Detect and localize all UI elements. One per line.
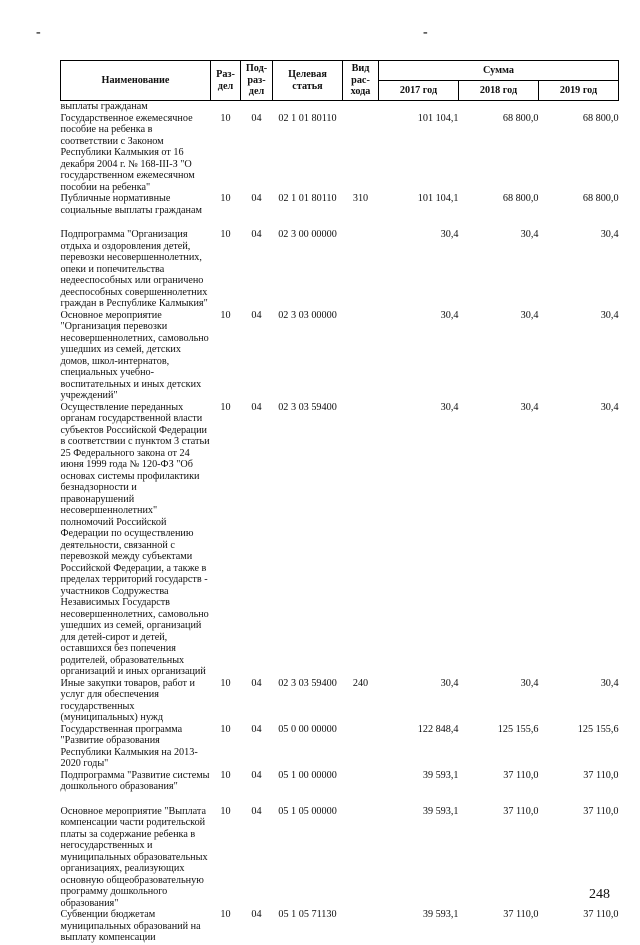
row-subsection xyxy=(241,101,273,113)
row-name: Основное мероприятие "Организация перевозки несовершеннолетних, самовольно ушедших из семей, детских домов, школ-интернатов, специальных учебно-воспитательных и иных детских учреждений" xyxy=(61,310,211,402)
row-expense-type xyxy=(343,229,379,310)
row-sum-2017: 122 848,4 xyxy=(379,724,459,770)
table-row xyxy=(61,678,619,724)
header-target: Целевая статья xyxy=(273,61,343,101)
row-target: 05 1 05 00000 xyxy=(273,806,343,910)
row-section: 10 xyxy=(211,193,241,229)
row-sum-2019: 30,4 xyxy=(539,678,619,724)
row-subsection: 04 xyxy=(241,113,273,194)
row-sum-2018 xyxy=(459,101,539,113)
row-sum-2017: 39 593,1 xyxy=(379,909,459,945)
row-subsection: 04 xyxy=(241,229,273,310)
row-target: 02 1 01 80110 xyxy=(273,113,343,194)
row-sum-2018: 68 800,0 xyxy=(459,193,539,229)
row-section: 10 xyxy=(211,909,241,945)
table-row xyxy=(61,113,619,194)
row-subsection: 04 xyxy=(241,193,273,229)
row-sum-2018: 37 110,0 xyxy=(459,770,539,806)
row-section: 10 xyxy=(211,310,241,402)
row-section xyxy=(211,101,241,113)
row-sum-2017: 30,4 xyxy=(379,402,459,678)
row-name: Субвенции бюджетам муниципальных образований на выплату компенсации xyxy=(61,909,211,945)
row-sum-2018: 30,4 xyxy=(459,678,539,724)
header-section: Раз- дел xyxy=(211,61,241,101)
row-subsection: 04 xyxy=(241,678,273,724)
header-name: Наименование xyxy=(61,61,211,101)
row-name: Государственное ежемесячное пособие на ребенка в соответствии с Законом Республики Калмыкия от 16 декабря 2004 г. № 168-III-З "О государственном ежемесячном пособии на ребенка" xyxy=(61,113,211,194)
table-row xyxy=(61,101,619,113)
row-subsection: 04 xyxy=(241,402,273,678)
row-expense-type: 240 xyxy=(343,678,379,724)
row-sum-2018: 68 800,0 xyxy=(459,113,539,194)
row-target xyxy=(273,101,343,113)
row-sum-2017: 39 593,1 xyxy=(379,770,459,806)
row-section: 10 xyxy=(211,113,241,194)
row-sum-2018: 30,4 xyxy=(459,402,539,678)
row-name: Публичные нормативные социальные выплаты гражданам xyxy=(61,193,211,229)
row-sum-2017: 30,4 xyxy=(379,310,459,402)
row-sum-2017 xyxy=(379,101,459,113)
row-subsection: 04 xyxy=(241,724,273,770)
row-expense-type xyxy=(343,310,379,402)
row-section: 10 xyxy=(211,402,241,678)
row-name: Основное мероприятие "Выплата компенсации части родительской платы за содержание ребенка в негосударственных и муниципальных образовательных организациях, реализующих основную общеобразовательную программу дошкольного образования" xyxy=(61,806,211,910)
row-sum-2019: 37 110,0 xyxy=(539,770,619,806)
header-sum: Сумма xyxy=(379,61,619,81)
row-target: 02 3 00 00000 xyxy=(273,229,343,310)
row-name: Государственная программа "Развитие образования Республики Калмыкия на 2013-2020 годы" xyxy=(61,724,211,770)
row-sum-2019: 68 800,0 xyxy=(539,193,619,229)
row-expense-type xyxy=(343,770,379,806)
row-subsection: 04 xyxy=(241,310,273,402)
row-sum-2019: 37 110,0 xyxy=(539,909,619,945)
row-subsection: 04 xyxy=(241,806,273,910)
row-section: 10 xyxy=(211,770,241,806)
row-name: Осуществление переданных органам государственной власти субъектов Российской Федерации в соответствии с пунктом 3 статьи 25 Федерального закона от 24 июня 1999 rода № 120-ФЗ "Об основах системы профилактики безнадзорности и правонарушений несовершеннолетних" полномочий Российской Федерации по осуществлению деятельности, связанной с перевозкой между субъектами Российской Федерации, а также в пределах территорий государств - участников Содружества Независимых Государств несовершеннолетних, самовольно ушедших из семей, организаций для детей-сирот и детей, оставшихся без попечения родителей, образовательных организаций и иных организаций xyxy=(61,402,211,678)
row-target: 05 1 00 00000 xyxy=(273,770,343,806)
row-expense-type xyxy=(343,101,379,113)
header-mark-left: - xyxy=(36,26,41,40)
row-name: Иные закупки товаров, работ и услуг для обеспечения государственных (муниципальных) нужд xyxy=(61,678,211,724)
row-target: 05 0 00 00000 xyxy=(273,724,343,770)
table-body xyxy=(61,101,619,945)
table-row xyxy=(61,229,619,310)
row-expense-type xyxy=(343,113,379,194)
row-section: 10 xyxy=(211,806,241,910)
row-target: 02 3 03 00000 xyxy=(273,310,343,402)
page-number: 248 xyxy=(589,888,610,902)
row-sum-2019: 68 800,0 xyxy=(539,113,619,194)
row-sum-2018: 37 110,0 xyxy=(459,806,539,910)
row-expense-type: 310 xyxy=(343,193,379,229)
table-row xyxy=(61,193,619,229)
row-expense-type xyxy=(343,909,379,945)
row-sum-2017: 30,4 xyxy=(379,678,459,724)
table-row xyxy=(61,724,619,770)
row-target: 02 3 03 59400 xyxy=(273,678,343,724)
row-sum-2019: 30,4 xyxy=(539,229,619,310)
row-expense-type xyxy=(343,806,379,910)
table-row xyxy=(61,806,619,910)
budget-table xyxy=(60,60,619,945)
row-sum-2017: 39 593,1 xyxy=(379,806,459,910)
row-sum-2018: 37 110,0 xyxy=(459,909,539,945)
row-target: 02 1 01 80110 xyxy=(273,193,343,229)
table-row xyxy=(61,770,619,806)
row-sum-2018: 125 155,6 xyxy=(459,724,539,770)
row-target: 02 3 03 59400 xyxy=(273,402,343,678)
row-sum-2019 xyxy=(539,101,619,113)
table-row xyxy=(61,402,619,678)
row-sum-2019: 30,4 xyxy=(539,310,619,402)
table-row xyxy=(61,310,619,402)
header-mark-right: - xyxy=(423,26,428,40)
row-section: 10 xyxy=(211,229,241,310)
row-subsection: 04 xyxy=(241,770,273,806)
row-sum-2019: 37 110,0 xyxy=(539,806,619,910)
row-expense-type xyxy=(343,724,379,770)
header-subsection: Под- раз- дел xyxy=(241,61,273,101)
row-name: Подпрограмма "Развитие системы дошкольного образования" xyxy=(61,770,211,806)
row-sum-2018: 30,4 xyxy=(459,310,539,402)
header-2019: 2019 год xyxy=(539,81,619,101)
row-target: 05 1 05 71130 xyxy=(273,909,343,945)
row-sum-2017: 30,4 xyxy=(379,229,459,310)
row-sum-2018: 30,4 xyxy=(459,229,539,310)
row-sum-2017: 101 104,1 xyxy=(379,193,459,229)
header-expense-type: Вид рас- хода xyxy=(343,61,379,101)
row-section: 10 xyxy=(211,724,241,770)
row-sum-2019: 125 155,6 xyxy=(539,724,619,770)
row-subsection: 04 xyxy=(241,909,273,945)
row-name: Подпрограмма "Организация отдыха и оздоровления детей, перевозки несовершеннолетних, опеки и попечительства недееспособных или ограничено дееспособных совершеннолетних граждан в Республике Калмыкия" xyxy=(61,229,211,310)
row-section: 10 xyxy=(211,678,241,724)
row-expense-type xyxy=(343,402,379,678)
header-2018: 2018 год xyxy=(459,81,539,101)
row-sum-2019: 30,4 xyxy=(539,402,619,678)
table-row xyxy=(61,909,619,945)
row-sum-2017: 101 104,1 xyxy=(379,113,459,194)
header-2017: 2017 год xyxy=(379,81,459,101)
row-name: выплаты гражданам xyxy=(61,101,211,113)
